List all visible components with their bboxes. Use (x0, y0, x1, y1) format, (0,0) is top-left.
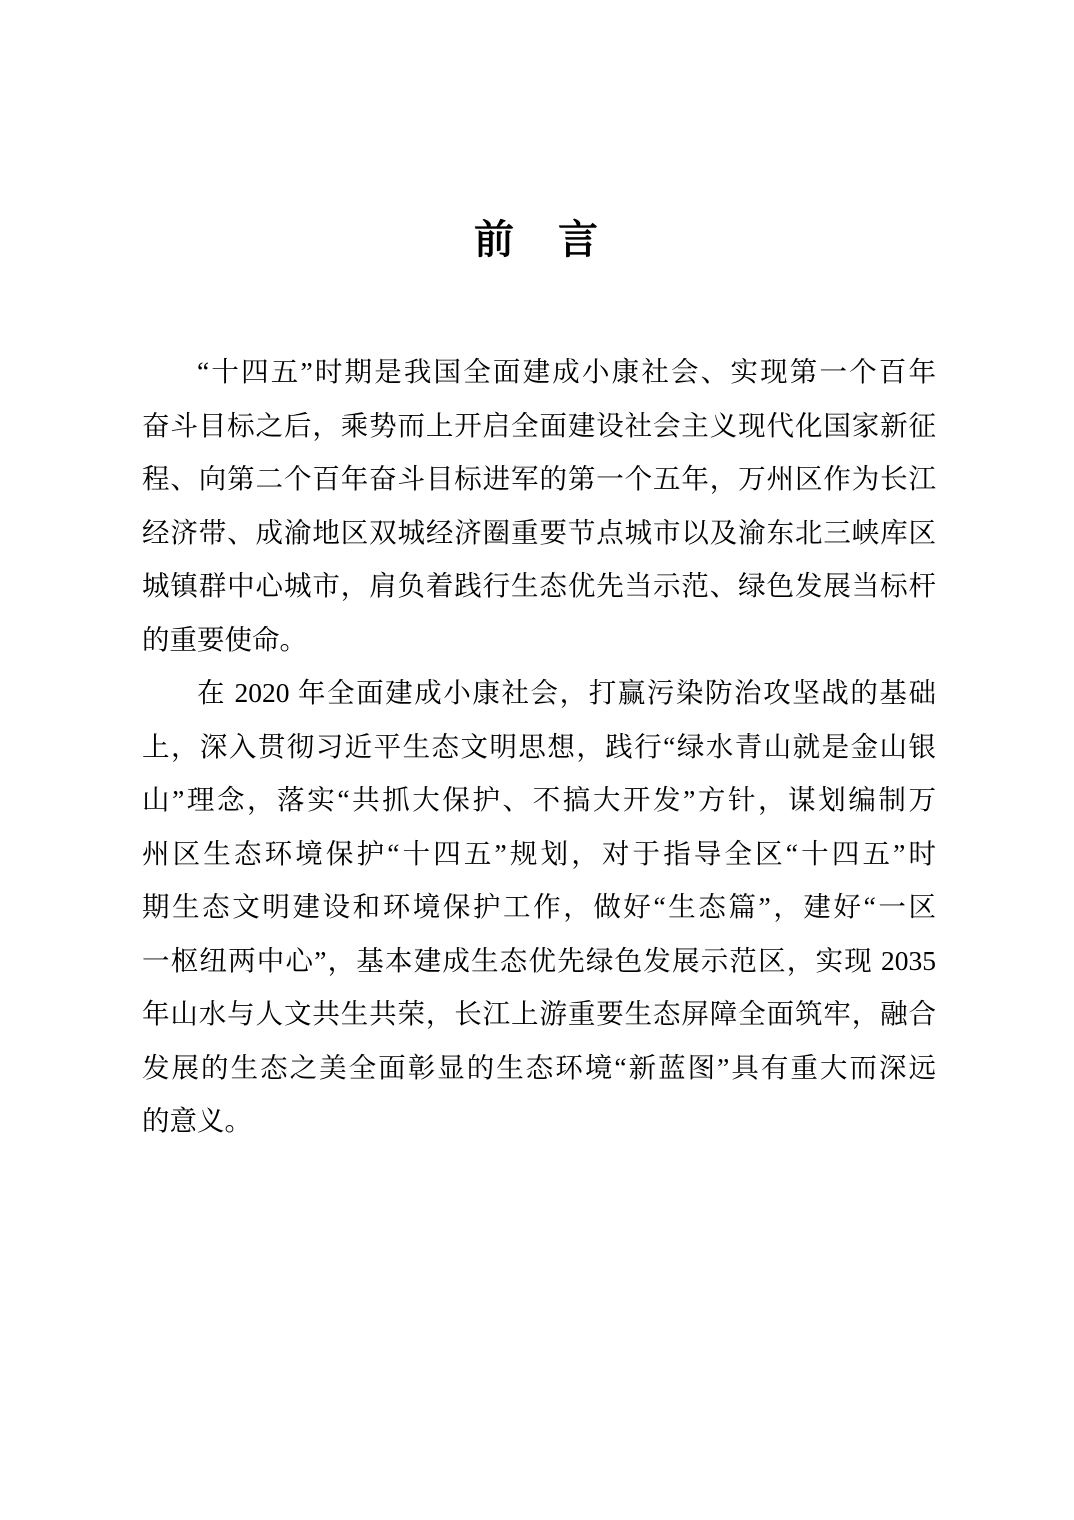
text-line: 经济带、成渝地区双城经济圈重要节点城市以及渝东北三峡库区 (142, 516, 936, 548)
paragraph (142, 345, 936, 666)
document-body (142, 345, 936, 1148)
text-line: 期生态文明建设和环境保护工作，做好“生态篇”，建好“一区 (142, 891, 936, 922)
text-line: 奋斗目标之后，乘势而上开启全面建设社会主义现代化国家新征 (142, 409, 936, 441)
paragraph (142, 666, 936, 1148)
text-line: 的重要使命。 (142, 623, 307, 655)
page-title: 前 言 (474, 218, 600, 262)
text-line: 山”理念，落实“共抓大保护、不搞大开发”方针，谋划编制万 (142, 784, 936, 815)
text-line: 的意义。 (142, 1105, 252, 1136)
text-line: 州区生态环境保护“十四五”规划，对于指导全区“十四五”时 (142, 837, 936, 869)
text-line: 在 2020 年全面建成小康社会，打赢污染防治攻坚战的基础 (197, 677, 936, 708)
text-line: 程、向第二个百年奋斗目标进军的第一个五年，万州区作为长江 (142, 463, 936, 494)
text-line: 发展的生态之美全面彰显的生态环境“新蓝图”具有重大而深远 (142, 1051, 936, 1083)
text-line: 城镇群中心城市，肩负着践行生态优先当示范、绿色发展当标杆 (142, 570, 936, 601)
text-line: 年山水与人文共生共荣，长江上游重要生态屏障全面筑牢，融合 (142, 998, 936, 1029)
text-line: 上，深入贯彻习近平生态文明思想，践行“绿水青山就是金山银 (142, 730, 936, 762)
text-line: 一枢纽两中心”，基本建成生态优先绿色发展示范区，实现 2035 (142, 944, 936, 976)
text-line: “十四五”时期是我国全面建成小康社会、实现第一个百年 (197, 356, 936, 387)
